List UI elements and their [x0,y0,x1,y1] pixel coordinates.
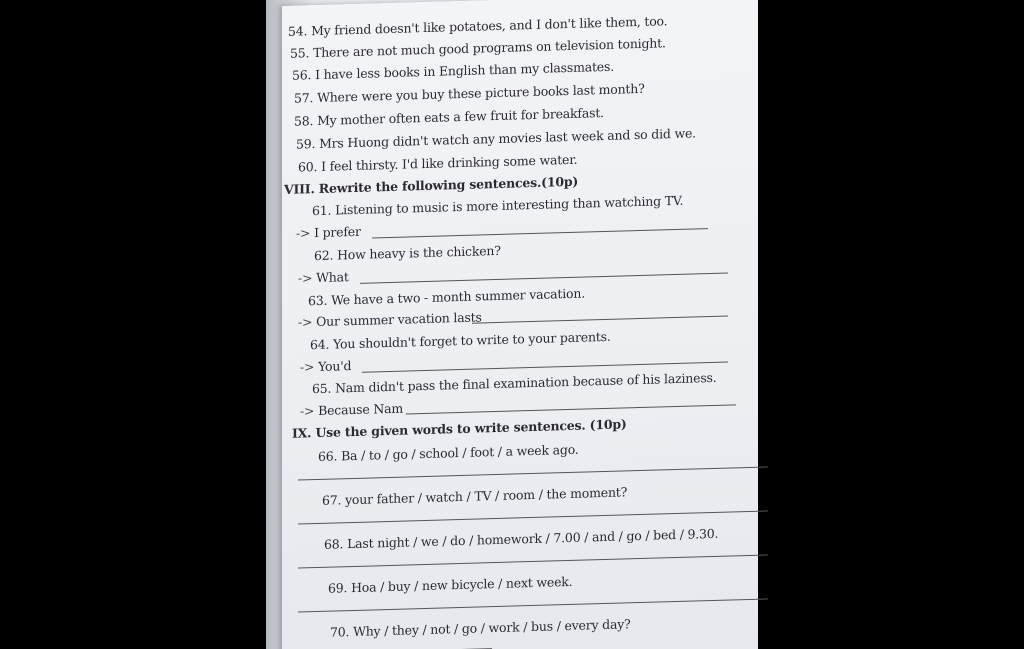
item-number: 70. [330,624,350,640]
list-item [292,59,614,83]
rewrite-item [314,243,501,263]
rewrite-item [312,193,683,218]
sentence-item [330,616,631,639]
item-text: Nam didn't pass the final examination because of his laziness. [335,369,717,396]
answer-line[interactable] [298,598,768,612]
worksheet-page [282,0,758,649]
list-item [288,13,667,39]
item-text: your father / watch / TV / room / the moment? [345,484,628,508]
arrow-mark: -> [300,359,315,375]
item-number: 68. [324,536,344,552]
sentence-item [324,526,718,552]
list-item [296,125,696,151]
answer-prompt [298,269,349,285]
item-number: 63. [308,292,328,309]
item-number: 61. [312,202,332,219]
item-number: 65. [312,380,332,397]
item-text: Why / they / not / go / work / bus / every day? [353,616,631,640]
item-number: 66. [318,448,338,464]
item-number: 54. [288,23,308,39]
section-number: IX. [292,425,312,441]
arrow-mark: -> [298,314,313,330]
answer-line[interactable] [298,510,768,524]
prompt-text: I prefer [314,223,361,241]
sentence-item [322,484,627,508]
answer-line[interactable] [360,273,728,284]
answer-prompt [300,401,403,419]
item-number: 59. [296,136,316,152]
answer-line[interactable] [472,316,728,324]
answer-line[interactable] [372,228,708,238]
item-text: I have less books in English than my classmates. [315,58,614,83]
arrow-mark: -> [296,225,311,241]
prompt-text: What [316,269,349,286]
item-text: Hoa / buy / new bicycle / next week. [351,573,573,596]
section-heading [284,174,578,197]
answer-prompt [296,224,361,241]
sentence-item [318,442,579,464]
item-number: 62. [314,247,334,264]
item-text: My mother often eats a few fruit for breakfast. [317,105,604,129]
item-number: 67. [322,492,342,508]
list-item [294,81,645,106]
rewrite-item [308,286,585,309]
item-number: 55. [290,45,310,61]
list-item [298,152,577,175]
section-heading [292,416,627,440]
list-item [294,105,604,129]
section-title: Rewrite the following sentences.(10p) [318,173,579,196]
item-text: We have a two - month summer vacation. [331,285,585,308]
item-number: 56. [292,67,312,83]
item-text: Last night / we / do / homework / 7.00 / and / go / bed / 9.30. [347,525,719,552]
rewrite-item [312,370,717,396]
sentence-item [328,574,572,596]
item-number: 69. [328,580,348,596]
list-item [290,35,666,60]
item-text: Mrs Huong didn't watch any movies last week and so did we. [319,125,696,151]
item-text: Listening to music is more interesting than watching TV. [335,192,684,218]
item-number: 64. [310,336,330,353]
arrow-mark: -> [298,270,313,286]
item-text: You shouldn't forget to write to your parents. [333,328,611,352]
item-text: I feel thirsty. I'd like drinking some water. [321,151,578,174]
arrow-mark: -> [300,403,315,419]
item-number: 57. [294,90,314,106]
item-text: How heavy is the chicken? [337,242,501,263]
answer-line[interactable] [298,466,768,480]
prompt-text: Our summer vacation lasts [316,309,482,330]
answer-prompt [300,358,351,374]
answer-prompt [298,309,482,329]
item-text: My friend doesn't like potatoes, and I don't like them, too. [311,13,668,39]
item-text: Where were you buy these picture books last month? [317,80,645,106]
answer-line[interactable] [406,404,736,414]
rewrite-item [310,329,611,352]
section-number: VIII. [284,181,315,197]
item-number: 58. [294,113,314,129]
section-title: Use the given words to write sentences. (10p) [315,416,627,441]
item-number: 60. [298,159,318,175]
prompt-text: You'd [318,358,352,374]
item-text: Ba / to / go / school / foot / a week ago. [341,441,579,464]
prompt-text: Because Nam [318,400,404,418]
item-text: There are not much good programs on television tonight. [313,35,666,61]
answer-line[interactable] [298,554,768,568]
